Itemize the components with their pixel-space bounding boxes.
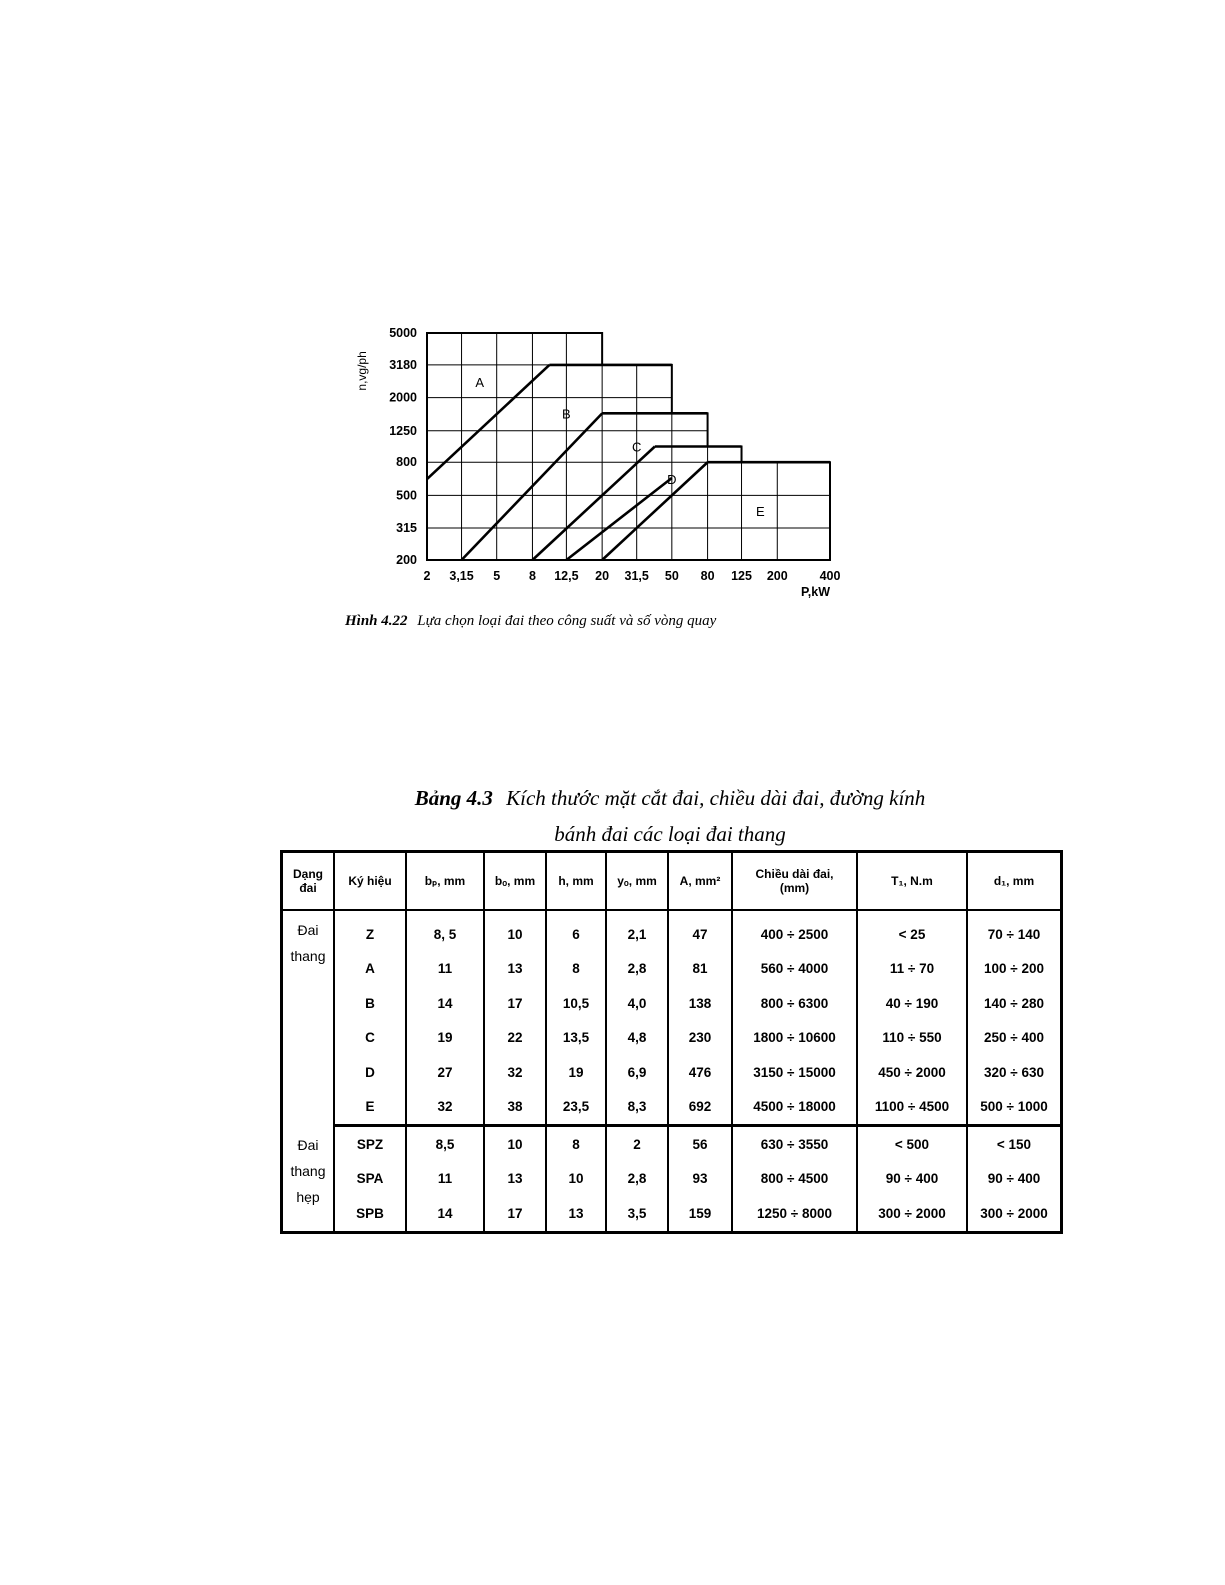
y-tick-label: 200 <box>396 553 417 567</box>
header-type-line1: Dạng <box>293 867 323 881</box>
cell-bp: 8, 5 <box>406 910 484 952</box>
figure-caption-number: Hình 4.22 <box>345 613 408 629</box>
x-axis-label: P,kW <box>801 585 830 599</box>
cell-length: 630 ÷ 3550 <box>732 1126 857 1162</box>
x-tick-label: 8 <box>528 569 536 583</box>
header-symbol: Ký hiệu <box>334 852 406 911</box>
header-length-line1: Chiều dài đai, <box>755 867 834 881</box>
cell-bp: 19 <box>406 1021 484 1056</box>
cell-length: 400 ÷ 2500 <box>732 910 857 952</box>
cell-area: 138 <box>668 986 732 1021</box>
y-tick-label: 800 <box>396 455 417 470</box>
cell-h: 10 <box>546 1162 606 1197</box>
table-title <box>270 780 1070 852</box>
cell-bp: 11 <box>406 952 484 987</box>
y-tick-label: 1250 <box>389 423 417 438</box>
header-h: h, mm <box>546 852 606 911</box>
cell-symbol: SPA <box>334 1162 406 1197</box>
header-length <box>732 852 857 911</box>
x-tick-label: 125 <box>731 569 752 583</box>
belt-type-line: hẹp <box>296 1188 320 1205</box>
table-title-number: Bảng 4.3 <box>414 786 493 810</box>
cell-bo: 17 <box>484 1196 546 1232</box>
cell-yo: 2,8 <box>606 952 668 987</box>
cell-length: 3150 ÷ 15000 <box>732 1055 857 1090</box>
cell-torque: 90 ÷ 400 <box>857 1162 967 1197</box>
header-torque: T₁, N.m <box>857 852 967 911</box>
cell-bo: 32 <box>484 1055 546 1090</box>
cell-yo: 3,5 <box>606 1196 668 1232</box>
cell-torque: 300 ÷ 2000 <box>857 1196 967 1232</box>
table-header-row <box>282 852 1062 911</box>
x-tick-label: 50 <box>664 569 679 583</box>
cell-torque: 450 ÷ 2000 <box>857 1055 967 1090</box>
cell-area: 476 <box>668 1055 732 1090</box>
cell-h: 19 <box>546 1055 606 1090</box>
cell-yo: 4,0 <box>606 986 668 1021</box>
cell-symbol: SPZ <box>334 1126 406 1162</box>
cell-torque: < 25 <box>857 910 967 952</box>
cell-length: 1800 ÷ 10600 <box>732 1021 857 1056</box>
x-tick-label: 400 <box>819 569 841 583</box>
region-label: D <box>667 472 677 488</box>
cell-area: 47 <box>668 910 732 952</box>
cell-h: 10,5 <box>546 986 606 1021</box>
cell-diameter: 70 ÷ 140 <box>967 910 1062 952</box>
table-row <box>282 1021 1062 1056</box>
cell-yo: 6,9 <box>606 1055 668 1090</box>
cell-bp: 11 <box>406 1162 484 1197</box>
cell-h: 23,5 <box>546 1090 606 1126</box>
x-tick-label: 200 <box>766 569 788 583</box>
y-axis-label: n,vg/ph <box>355 351 369 391</box>
cell-yo: 4,8 <box>606 1021 668 1056</box>
cell-length: 800 ÷ 4500 <box>732 1162 857 1197</box>
header-yo: yₒ, mm <box>606 852 668 911</box>
region-label: E <box>755 504 765 520</box>
cell-symbol: C <box>334 1021 406 1056</box>
table-row <box>282 910 1062 952</box>
cell-diameter: 320 ÷ 630 <box>967 1055 1062 1090</box>
table-title-line1: Kích thước mặt cắt đai, chiều dài đai, đường kính <box>506 786 926 810</box>
header-area: A, mm² <box>668 852 732 911</box>
cell-symbol: A <box>334 952 406 987</box>
cell-diameter: 90 ÷ 400 <box>967 1162 1062 1197</box>
cell-bo: 22 <box>484 1021 546 1056</box>
x-tick-label: 3,15 <box>449 569 474 583</box>
belt-selection-chart <box>340 318 880 608</box>
x-tick-label: 31,5 <box>624 569 649 583</box>
cell-torque: < 500 <box>857 1126 967 1162</box>
belt-type-line: Đai <box>297 922 319 938</box>
table-title-line2: bánh đai các loại đai thang <box>554 822 786 846</box>
header-length-line2: (mm) <box>779 881 810 895</box>
cell-symbol: SPB <box>334 1196 406 1232</box>
cell-h: 13,5 <box>546 1021 606 1056</box>
y-tick-label: 2000 <box>389 390 417 405</box>
x-tick-label: 5 <box>493 569 501 583</box>
cell-length: 560 ÷ 4000 <box>732 952 857 987</box>
cell-bo: 17 <box>484 986 546 1021</box>
cell-bo: 13 <box>484 1162 546 1197</box>
cell-h: 13 <box>546 1196 606 1232</box>
header-bp: bₚ, mm <box>406 852 484 911</box>
x-tick-label: 12,5 <box>554 569 579 583</box>
cell-diameter: 500 ÷ 1000 <box>967 1090 1062 1126</box>
cell-bo: 10 <box>484 1126 546 1162</box>
cell-bp: 32 <box>406 1090 484 1126</box>
cell-torque: 11 ÷ 70 <box>857 952 967 987</box>
header-type-line2: đai <box>299 881 317 895</box>
table-row <box>282 1126 1062 1162</box>
chart-svg <box>340 318 880 608</box>
header-bo: bₒ, mm <box>484 852 546 911</box>
table-row <box>282 1162 1062 1197</box>
belt-type-line: thang <box>290 948 326 964</box>
table-row <box>282 986 1062 1021</box>
figure-caption-text: Lựa chọn loại đai theo công suất và số vòng quay <box>417 613 717 629</box>
cell-h: 8 <box>546 1126 606 1162</box>
band-boundary-b-c <box>462 413 603 560</box>
cell-yo: 2 <box>606 1126 668 1162</box>
y-tick-label: 500 <box>396 488 417 503</box>
cell-yo: 2,1 <box>606 910 668 952</box>
cell-diameter: 250 ÷ 400 <box>967 1021 1062 1056</box>
cell-bp: 27 <box>406 1055 484 1090</box>
cell-yo: 2,8 <box>606 1162 668 1197</box>
figure-caption <box>345 613 905 630</box>
region-label: C <box>631 439 642 455</box>
y-tick-label: 3180 <box>389 357 417 372</box>
x-tick-label: 20 <box>595 569 610 583</box>
x-tick-label: 80 <box>700 569 715 583</box>
table-row <box>282 952 1062 987</box>
cell-h: 8 <box>546 952 606 987</box>
cell-area: 56 <box>668 1126 732 1162</box>
table-group-classic <box>282 910 1062 1126</box>
x-tick-label: 2 <box>423 569 431 583</box>
cell-bp: 8,5 <box>406 1126 484 1162</box>
header-type <box>282 852 335 911</box>
cell-bo: 10 <box>484 910 546 952</box>
cell-bp: 14 <box>406 1196 484 1232</box>
belt-type-cell <box>282 910 335 1126</box>
belt-spec-table <box>280 850 1063 1234</box>
band-boundary-extra <box>566 478 671 560</box>
cell-symbol: B <box>334 986 406 1021</box>
cell-length: 1250 ÷ 8000 <box>732 1196 857 1232</box>
cell-length: 4500 ÷ 18000 <box>732 1090 857 1126</box>
cell-torque: 110 ÷ 550 <box>857 1021 967 1056</box>
table-row <box>282 1055 1062 1090</box>
table-row <box>282 1090 1062 1126</box>
header-diameter: d₁, mm <box>967 852 1062 911</box>
belt-type-cell <box>282 1126 335 1233</box>
cell-diameter: 300 ÷ 2000 <box>967 1196 1062 1232</box>
cell-length: 800 ÷ 6300 <box>732 986 857 1021</box>
cell-h: 6 <box>546 910 606 952</box>
cell-yo: 8,3 <box>606 1090 668 1126</box>
cell-torque: 1100 ÷ 4500 <box>857 1090 967 1126</box>
cell-bo: 13 <box>484 952 546 987</box>
cell-diameter: 140 ÷ 280 <box>967 986 1062 1021</box>
y-tick-label: 315 <box>396 520 417 535</box>
cell-area: 81 <box>668 952 732 987</box>
cell-diameter: < 150 <box>967 1126 1062 1162</box>
cell-area: 230 <box>668 1021 732 1056</box>
cell-bp: 14 <box>406 986 484 1021</box>
table-group-narrow <box>282 1126 1062 1233</box>
cell-torque: 40 ÷ 190 <box>857 986 967 1021</box>
cell-bo: 38 <box>484 1090 546 1126</box>
y-tick-label: 5000 <box>389 326 417 340</box>
region-label: B <box>562 406 571 422</box>
cell-area: 93 <box>668 1162 732 1197</box>
cell-area: 159 <box>668 1196 732 1232</box>
band-boundary-d-e <box>602 462 707 560</box>
cell-symbol: D <box>334 1055 406 1090</box>
table-row <box>282 1196 1062 1232</box>
cell-diameter: 100 ÷ 200 <box>967 952 1062 987</box>
cell-symbol: E <box>334 1090 406 1126</box>
belt-type-line: thang <box>290 1162 326 1179</box>
region-label: A <box>475 374 485 390</box>
belt-type-line: Đai <box>297 1136 319 1153</box>
cell-symbol: Z <box>334 910 406 952</box>
cell-area: 692 <box>668 1090 732 1126</box>
